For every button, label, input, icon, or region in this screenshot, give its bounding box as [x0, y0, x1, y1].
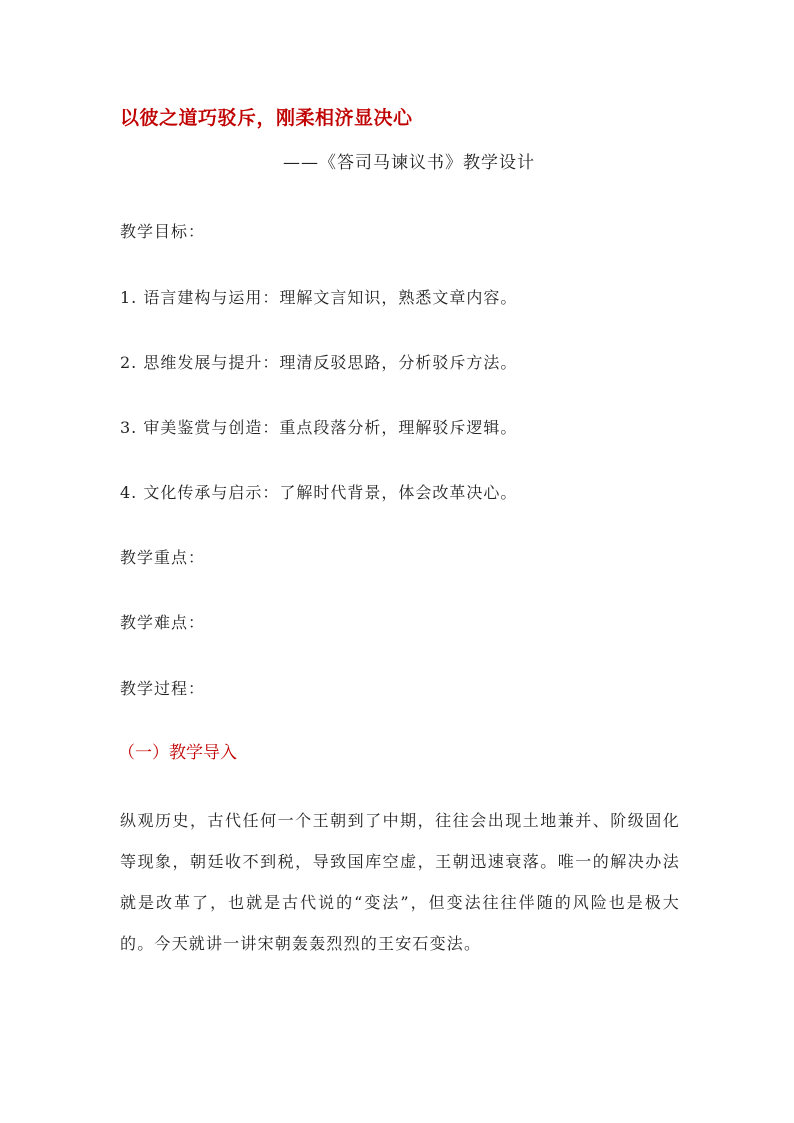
key-points-heading: 教学重点：: [120, 548, 206, 567]
document-subtitle: ——《答司马谏议书》教学设计: [283, 153, 535, 173]
objectives-heading: 教学目标：: [120, 222, 206, 241]
intro-paragraph: 纵观历史，古代任何一个王朝到了中期，往往会出现土地兼并、阶级固化等现象，朝廷收不到税，导致国库空虚，王朝迅速衰落。唯一的解决办法就是改革了，也就是古代说的“变法”，但变法往往伴随的风险也是极大的。今天就讲一讲宋朝轰轰烈烈的王安石变法。: [120, 811, 680, 953]
process-heading: 教学过程：: [120, 679, 206, 698]
objective-item-2: 2. 思维发展与提升：理清反驳思路，分析驳斥方法。: [120, 353, 518, 372]
objective-item-4: 4. 文化传承与启示：了解时代背景，体会改革决心。: [120, 483, 518, 502]
objective-item-3: 3. 审美鉴赏与创造：重点段落分析，理解驳斥逻辑。: [120, 418, 518, 437]
section-heading-intro: （一）教学导入: [118, 743, 237, 763]
document-title: 以彼之道巧驳斥，刚柔相济显决心: [120, 107, 413, 129]
difficulties-heading: 教学难点：: [120, 613, 206, 632]
objective-item-1: 1. 语言建构与运用：理解文言知识，熟悉文章内容。: [120, 288, 518, 307]
